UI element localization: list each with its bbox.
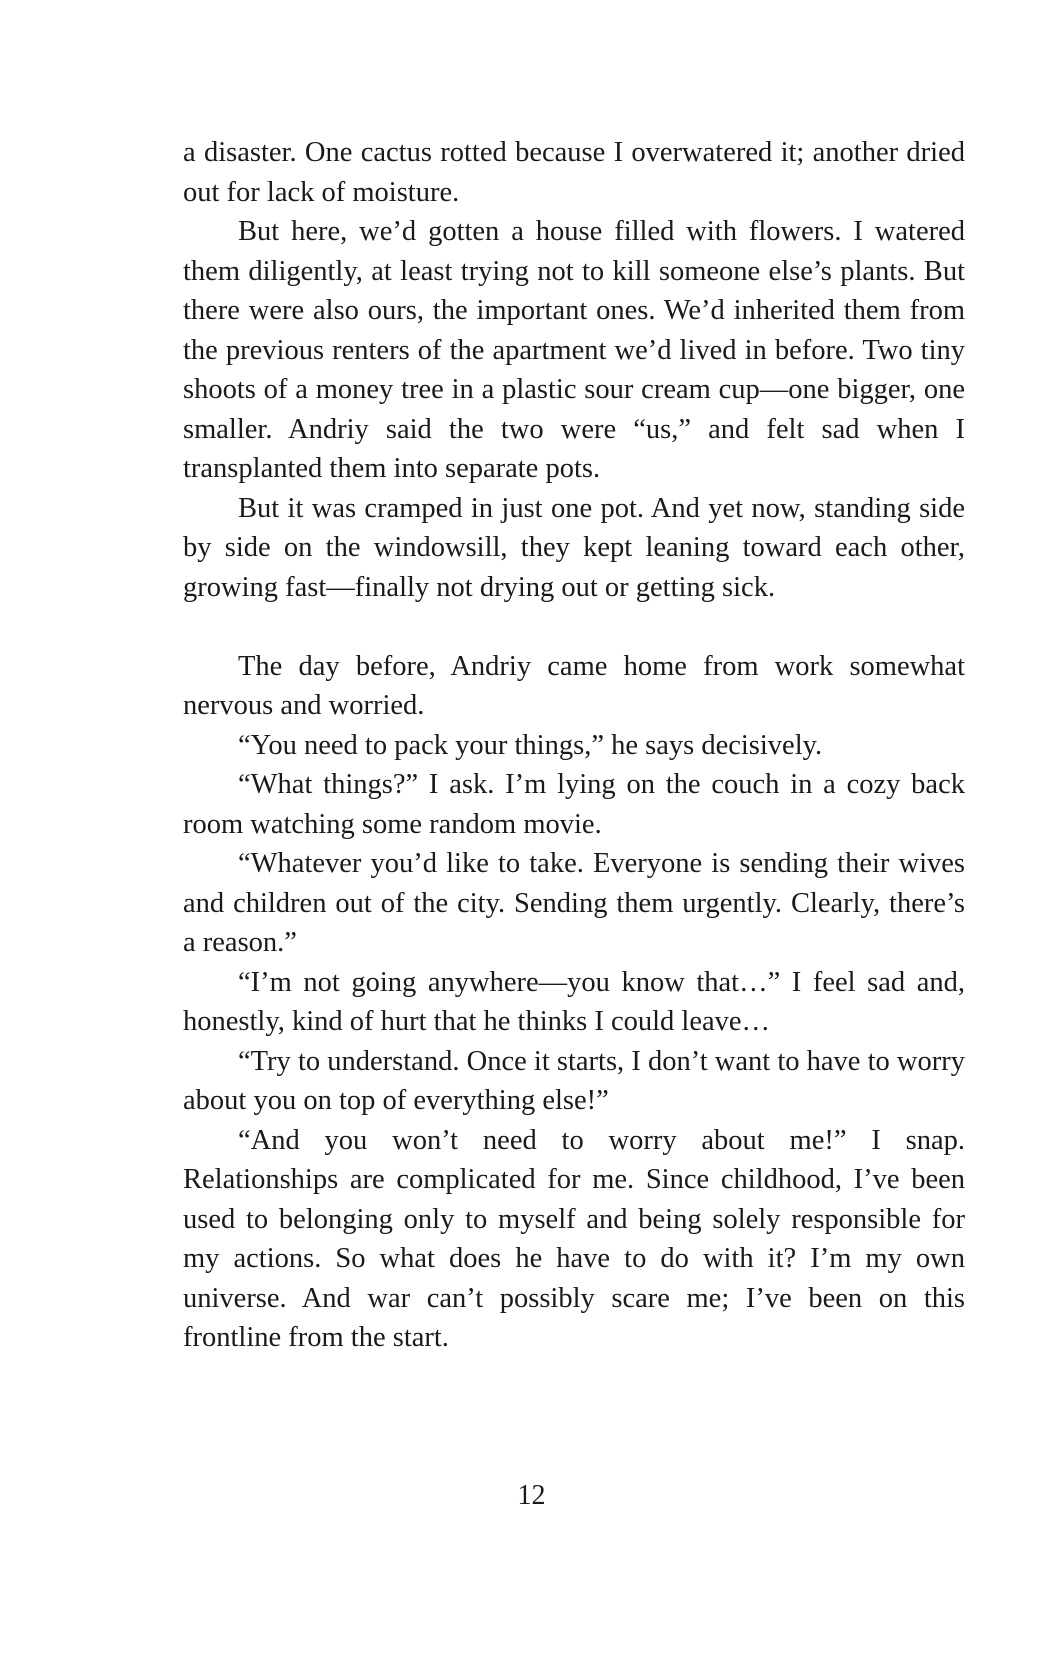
body-text	[183, 133, 965, 1358]
page-number: 12	[517, 1480, 546, 1511]
paragraph: “What things?” I ask. I’m lying on the couch in a cozy back room watching some random movie.	[183, 769, 965, 840]
paragraph-section-start: The day before, Andriy came home from work somewhat nervous and worried.	[183, 650, 965, 721]
paragraph: “Try to understand. Once it starts, I don’t want to have to worry about you on top of everything else!”	[183, 1045, 965, 1116]
paragraph: But it was cramped in just one pot. And yet now, standing side by side on the windowsill, they kept leaning toward each other, growing fast—finally not drying out or getting sick.	[183, 492, 965, 603]
paragraph: “And you won’t need to worry about me!” I snap. Relationships are complicated for me. Since childhood, I’ve been used to belonging only to myself and being solely responsible for my actions. So what does he have to do with it? I’m my own universe. And war can’t possibly scare me; I’ve been on this frontline from the start.	[183, 1124, 965, 1353]
paragraph-continuation: a disaster. One cactus rotted because I overwatered it; another dried out for lack of moisture.	[183, 137, 965, 208]
paragraph: “Whatever you’d like to take. Everyone is sending their wives and children out of the city. Sending them urgently. Clearly, there’s a reason.”	[183, 848, 965, 958]
paragraph: But here, we’d gotten a house filled with flowers. I watered them diligently, at least trying not to kill someone else’s plants. But there were also ours, the important ones. We’d inherited them from the previous renters of the apartment we’d lived in before. Two tiny shoots of a money tree in a plastic sour cream cup—one bigger, one smaller. Andriy said the two were “us,” and felt sad when I transplanted them into separate pots.	[183, 216, 965, 484]
paragraph: “I’m not going anywhere—you know that…” I feel sad and, honestly, kind of hurt that he thinks I could leave…	[183, 966, 965, 1037]
paragraph: “You need to pack your things,” he says decisively.	[238, 729, 823, 761]
